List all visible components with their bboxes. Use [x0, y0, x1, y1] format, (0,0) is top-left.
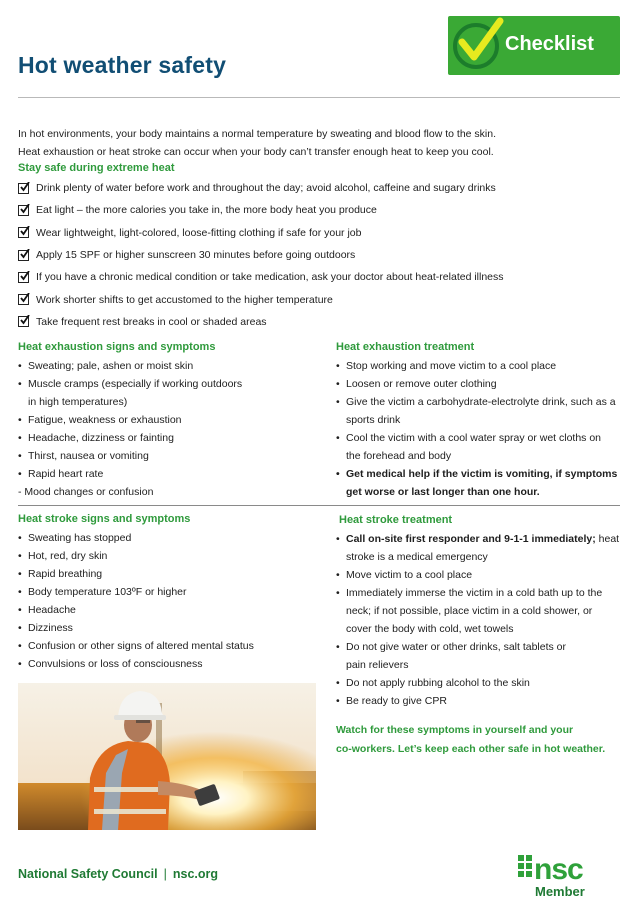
checklist-badge	[448, 16, 620, 75]
checklist-item: Apply 15 SPF or higher sunscreen 30 minutes before going outdoors	[18, 244, 618, 266]
svg-text:nsc: nsc	[534, 853, 583, 886]
list-item: • Rapid heart rate	[18, 468, 104, 480]
stroke-signs-heading: Heat stroke signs and symptoms	[18, 513, 191, 525]
list-item: • Sweating; pale, ashen or moist skin	[18, 360, 194, 372]
stroke-treatment-heading: Heat stroke treatment	[339, 514, 453, 526]
list-item: • Confusion or other signs of altered mental status	[18, 640, 254, 652]
intro-line-2: Heat exhaustion or heat stroke can occur when your body can’t transfer enough heat to keep you cool.	[18, 146, 494, 158]
checkbox-checked-icon	[18, 272, 29, 283]
list-item: • Be ready to give CPR	[336, 695, 447, 707]
list-item: • Sweating has stopped	[18, 532, 132, 544]
checkbox-checked-icon	[18, 227, 29, 238]
stroke-treatment-list	[336, 530, 626, 710]
top-divider	[18, 97, 620, 98]
nsc-member-logo	[518, 852, 622, 902]
list-item-continued: cover the body with cold, wet towels	[346, 623, 514, 635]
list-item-continued: neck; if not possible, place victim in a cold shower, or	[346, 605, 593, 617]
checklist-item: Wear lightweight, light-colored, loose-fitting clothing if safe for your job	[18, 222, 618, 244]
list-item: • Rapid breathing	[18, 568, 103, 580]
footer-org: National Safety Council	[18, 867, 158, 881]
checklist-item: Take frequent rest breaks in cool or shaded areas	[18, 311, 618, 333]
badge-label: Checklist	[505, 33, 594, 55]
checklist-item: Work shorter shifts to get accustomed to the higher temperature	[18, 288, 618, 310]
list-item: • Convulsions or loss of consciousness	[18, 658, 203, 670]
checkbox-checked-icon	[18, 205, 29, 216]
list-item: • Call on-site first responder and 9-1-1 immediately; heat	[336, 533, 620, 545]
list-item-continued: stroke is a medical emergency	[346, 551, 488, 563]
exhaustion-treatment-heading: Heat exhaustion treatment	[336, 341, 475, 353]
checkbox-checked-icon	[18, 294, 29, 305]
checklist-item: Eat light – the more calories you take in, the more body heat you produce	[18, 199, 618, 221]
list-item-continued: get worse or last longer than one hour.	[346, 486, 540, 498]
list-item-continued: pain relievers	[346, 659, 409, 671]
check-circle-icon	[450, 17, 506, 74]
watch-message: Watch for these symptoms in yourself and your co-workers. Let’s keep each other safe in hot weather.	[336, 724, 606, 755]
list-item: • Loosen or remove outer clothing	[336, 378, 497, 390]
list-item: • Headache	[18, 604, 76, 616]
list-item: • Headache, dizziness or fainting	[18, 432, 174, 444]
page-title: Hot weather safety	[18, 52, 227, 78]
list-item: • Immediately immerse the victim in a cold bath up to the	[336, 587, 603, 599]
stroke-signs-list	[18, 529, 318, 673]
exhaustion-signs-list	[18, 357, 318, 501]
list-item-continued: sports drink	[346, 414, 401, 426]
checkbox-checked-icon	[18, 250, 29, 261]
checklist-item: If you have a chronic medical condition or take medication, ask your doctor about heat-related illness	[18, 266, 618, 288]
list-item: • Stop working and move victim to a cool place	[336, 360, 557, 372]
list-item: • Do not apply rubbing alcohol to the skin	[336, 677, 530, 689]
member-label: Member	[535, 884, 585, 899]
list-item: - Mood changes or confusion	[18, 486, 154, 498]
footer	[18, 867, 218, 881]
worker-photo	[18, 683, 316, 830]
list-item: • Move victim to a cool place	[336, 569, 473, 581]
stay-safe-heading: Stay safe during extreme heat	[18, 162, 175, 174]
stay-safe-checklist	[18, 177, 618, 333]
checkbox-checked-icon	[18, 183, 29, 194]
list-item: • Cool the victim with a cool water spray or wet cloths on	[336, 432, 602, 444]
intro-text	[18, 125, 618, 161]
list-item: • Hot, red, dry skin	[18, 550, 108, 562]
exhaustion-signs-heading: Heat exhaustion signs and symptoms	[18, 341, 216, 353]
list-item: • Do not give water or other drinks, salt tablets or	[336, 641, 567, 653]
checkbox-checked-icon	[18, 316, 29, 327]
list-item: • Muscle cramps (especially if working outdoors	[18, 378, 243, 390]
list-item-continued: in high temperatures)	[28, 396, 128, 408]
intro-line-1: In hot environments, your body maintains a normal temperature by sweating and blood flow to the skin.	[18, 128, 497, 140]
exhaustion-treatment-list	[336, 357, 626, 501]
footer-separator: |	[163, 867, 167, 881]
list-item: • Get medical help if the victim is vomiting, if symptoms	[336, 468, 618, 480]
list-item: • Dizziness	[18, 622, 73, 634]
footer-site-link[interactable]: nsc.org	[172, 867, 219, 881]
list-item: • Give the victim a carbohydrate-electrolyte drink, such as a	[336, 396, 616, 408]
middle-divider	[18, 505, 620, 506]
list-item: • Body temperature 103ºF or higher	[18, 586, 187, 598]
checklist-item: Drink plenty of water before work and throughout the day; avoid alcohol, caffeine and sugary drinks	[18, 177, 618, 199]
list-item-continued: the forehead and body	[346, 450, 452, 462]
list-item: • Fatigue, weakness or exhaustion	[18, 414, 182, 426]
list-item: • Thirst, nausea or vomiting	[18, 450, 149, 462]
